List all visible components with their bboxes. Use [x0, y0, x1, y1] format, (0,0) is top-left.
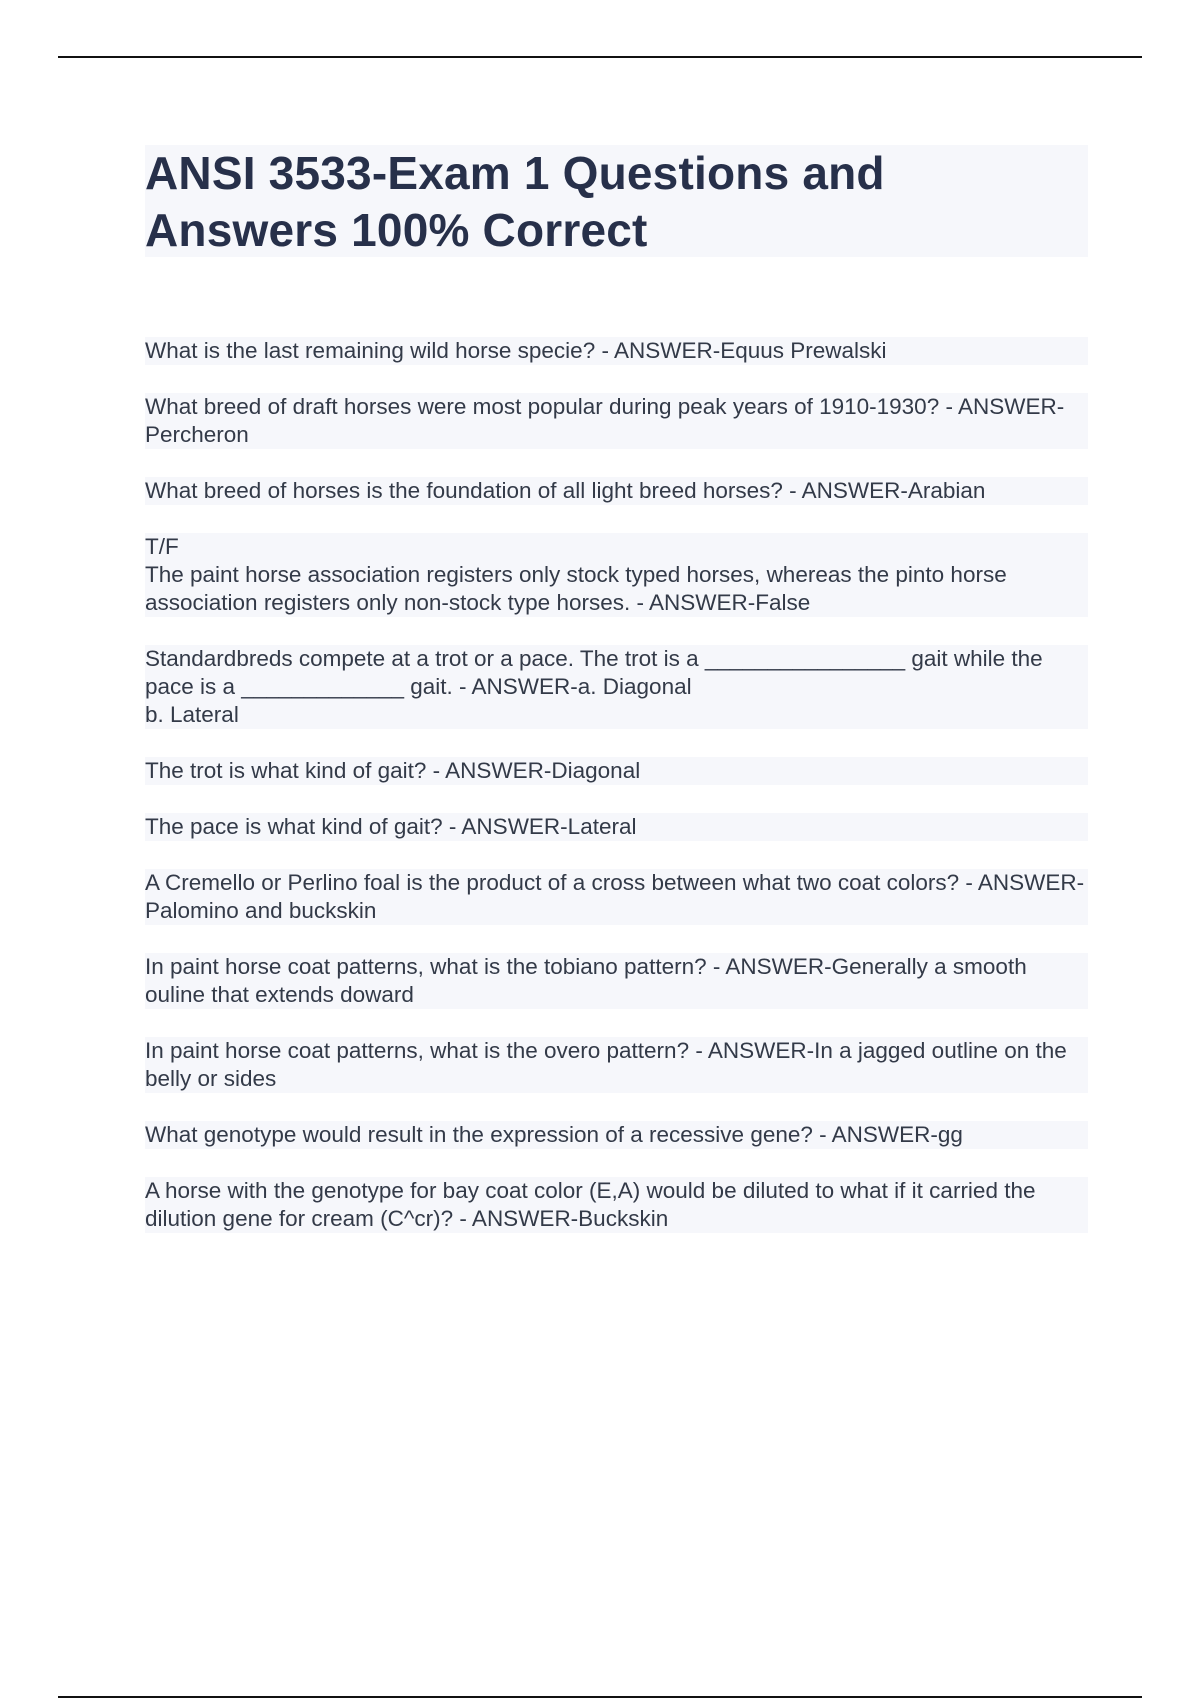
qa-item: What breed of horses is the foundation of all light breed horses? - ANSWER-Arabian [145, 477, 1088, 505]
page-title: ANSI 3533-Exam 1 Questions and Answers 100% Correct [145, 147, 885, 256]
qa-item: What breed of draft horses were most popular during peak years of 1910-1930? - ANSWER-Percheron [145, 393, 1088, 449]
top-rule [58, 56, 1142, 58]
bottom-rule [58, 1696, 1142, 1698]
title-block [145, 145, 1088, 257]
qa-list [145, 337, 1088, 1233]
qa-item: What is the last remaining wild horse specie? - ANSWER-Equus Prewalski [145, 337, 1088, 365]
qa-item: In paint horse coat patterns, what is the tobiano pattern? - ANSWER-Generally a smooth ouline that extends doward [145, 953, 1088, 1009]
qa-item: T/F The paint horse association registers only stock typed horses, whereas the pinto horse association registers only non-stock type horses. - ANSWER-False [145, 533, 1088, 617]
qa-item: The pace is what kind of gait? - ANSWER-Lateral [145, 813, 1088, 841]
qa-item: In paint horse coat patterns, what is the overo pattern? - ANSWER-In a jagged outline on the belly or sides [145, 1037, 1088, 1093]
qa-item: A horse with the genotype for bay coat color (E,A) would be diluted to what if it carried the dilution gene for cream (C^cr)? - ANSWER-Buckskin [145, 1177, 1088, 1233]
qa-item: A Cremello or Perlino foal is the product of a cross between what two coat colors? - ANSWER-Palomino and buckskin [145, 869, 1088, 925]
qa-item: What genotype would result in the expression of a recessive gene? - ANSWER-gg [145, 1121, 1088, 1149]
qa-item: The trot is what kind of gait? - ANSWER-Diagonal [145, 757, 1088, 785]
qa-item: Standardbreds compete at a trot or a pace. The trot is a ________________ gait while the pace is a _____________ gait. - ANSWER-a. Diagonal b. Lateral [145, 645, 1088, 729]
